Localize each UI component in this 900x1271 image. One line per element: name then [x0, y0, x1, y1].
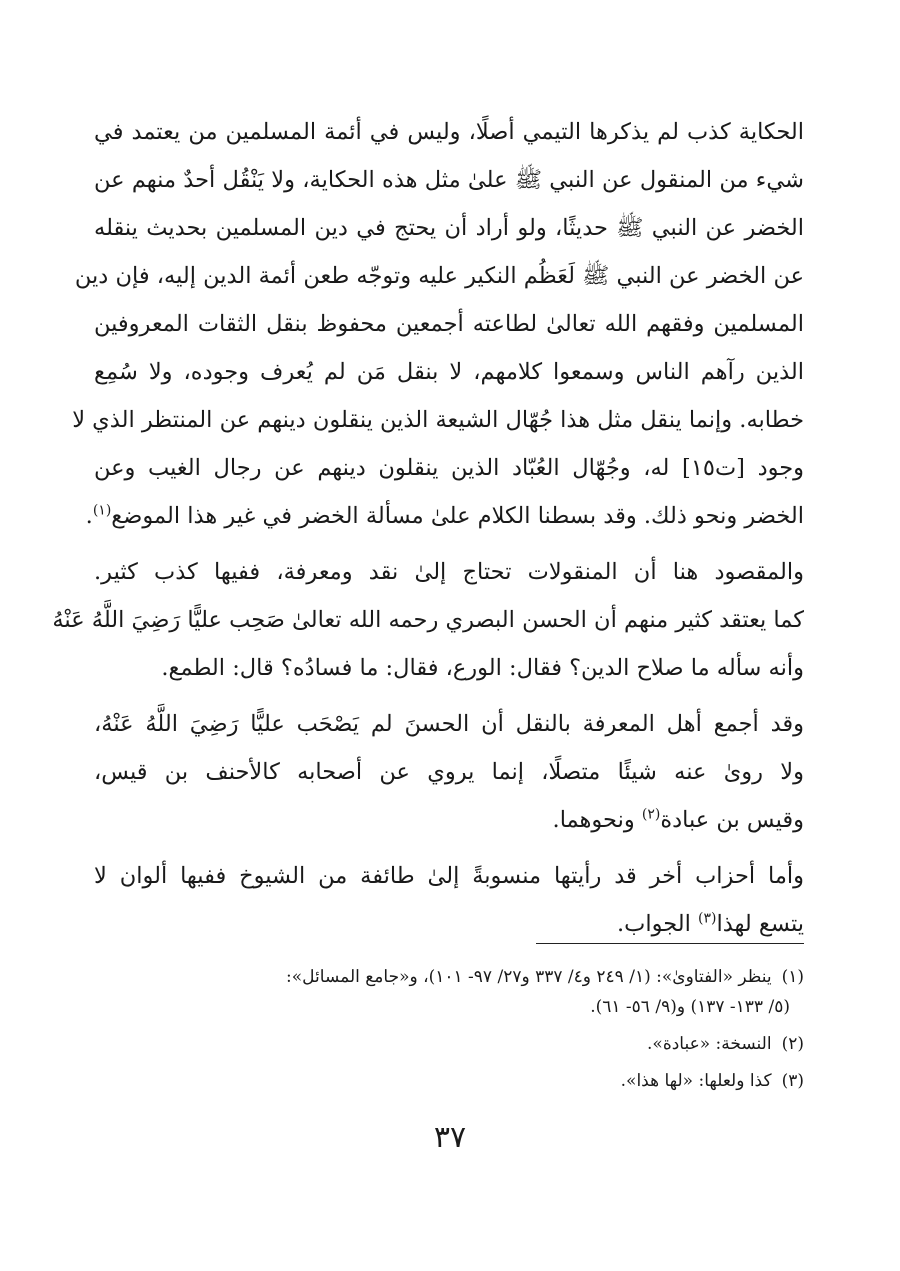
footnote-divider — [536, 943, 804, 944]
text-line: خطابه. وإنما ينقل مثل هذا جُهّال الشيعة الذين ينقلون دينهم عن المنتظر الذي لا — [72, 407, 804, 433]
text-line: وقد أجمع أهل المعرفة بالنقل أن الحسنَ لم يَصْحَب عليًّا رَضِيَ اللَّهُ عَنْهُ، — [94, 711, 804, 737]
paragraph-1 — [72, 108, 805, 540]
footnote-line — [92, 1066, 804, 1096]
text-line: الذين رآهم الناس وسمعوا كلامهم، لا بنقل مَن لم يُعرف وجوده، ولا سُمِع — [94, 359, 804, 385]
main-text — [52, 108, 805, 956]
footnote-line — [92, 962, 804, 992]
footnote-3 — [92, 1066, 804, 1096]
line-tail: الجواب. — [616, 911, 698, 937]
footnotes — [92, 962, 804, 1103]
paragraph-4 — [94, 852, 804, 948]
text-line: شيء من المنقول عن النبي ﷺ علىٰ مثل هذه الحكاية، ولا يَنْقُل أحدٌ منهم عن — [94, 167, 804, 193]
footnote-2 — [92, 1029, 804, 1059]
footnote-line: (٥/ ١٣٣- ١٣٧) و(٩/ ٥٦- ٦١). — [590, 997, 790, 1017]
footnote-text: ينظر «الفتاوىٰ»: (١/ ٢٤٩ و٤/ ٣٣٧ و٢٧/ ٩٧- ١٠١)، و«جامع المسائل»: — [286, 967, 772, 987]
page-number: ٣٧ — [433, 1120, 467, 1155]
text-line — [94, 796, 804, 844]
line-text: وقيس بن عبادة — [660, 807, 804, 833]
text-line: المسلمين وفقهم الله تعالىٰ لطاعته أجمعين محفوظ بنقل الثقات المعروفين — [94, 311, 804, 337]
text-line: عن الخضر عن النبي ﷺ لَعَظُم النكير عليه وتوجّه طعن أئمة الدين إليه، فإن دين — [74, 263, 804, 289]
paragraph-2 — [52, 548, 804, 692]
text-line — [85, 492, 804, 540]
line-text: الخضر ونحو ذلك. وقد بسطنا الكلام علىٰ مسألة الخضر في غير هذا الموضع — [111, 503, 804, 529]
footnote-ref[interactable]: (٣) — [697, 910, 717, 927]
footnote-ref[interactable]: (١) — [92, 502, 112, 519]
line-tail: ونحوهما. — [552, 807, 642, 833]
footnote-text: كذا ولعلها: «لها هذا». — [620, 1071, 772, 1091]
text-line: وأما أحزاب أخر قد رأيتها منسوبةً إلىٰ طائفة من الشيوخ ففيها ألوان لا — [94, 863, 804, 889]
line-text: يتسع لهذا — [716, 911, 804, 937]
text-line: وجود [ت١٥] له، وجُهّال العُبّاد الذين ينقلون دينهم عن رجال الغيب وعن — [94, 455, 805, 481]
text-line: ولا روىٰ عنه شيئًا متصلًا، إنما يروي عن أصحابه كالأحنف بن قيس، — [94, 759, 804, 785]
footnote-number: (٢) — [781, 1034, 804, 1054]
text-line: والمقصود هنا أن المنقولات تحتاج إلىٰ نقد ومعرفة، ففيها كذب كثير. — [94, 559, 804, 585]
text-line: الخضر عن النبي ﷺ حديثًا، ولو أراد أن يحتج في دين المسلمين بحديث ينقله — [94, 215, 804, 241]
line-tail: . — [85, 503, 93, 529]
paragraph-3 — [94, 700, 804, 844]
footnote-ref[interactable]: (٢) — [641, 806, 661, 823]
footnote-text: النسخة: «عبادة». — [647, 1034, 772, 1054]
footnote-number: (٣) — [781, 1071, 804, 1091]
footnote-number: (١) — [781, 967, 804, 987]
text-line: الحكاية كذب لم يذكرها التيمي أصلًا، وليس في أئمة المسلمين من يعتمد في — [94, 119, 804, 145]
text-line: وأنه سأله ما صلاح الدين؟ فقال: الورع، فقال: ما فسادُه؟ قال: الطمع. — [161, 655, 804, 681]
text-line — [94, 900, 804, 948]
footnote-1 — [92, 962, 804, 1022]
footnote-line — [92, 1029, 804, 1059]
text-line: كما يعتقد كثير منهم أن الحسن البصري رحمه الله تعالىٰ صَحِب عليًّا رَضِيَ اللَّهُ عَنْهُ — [52, 607, 804, 633]
